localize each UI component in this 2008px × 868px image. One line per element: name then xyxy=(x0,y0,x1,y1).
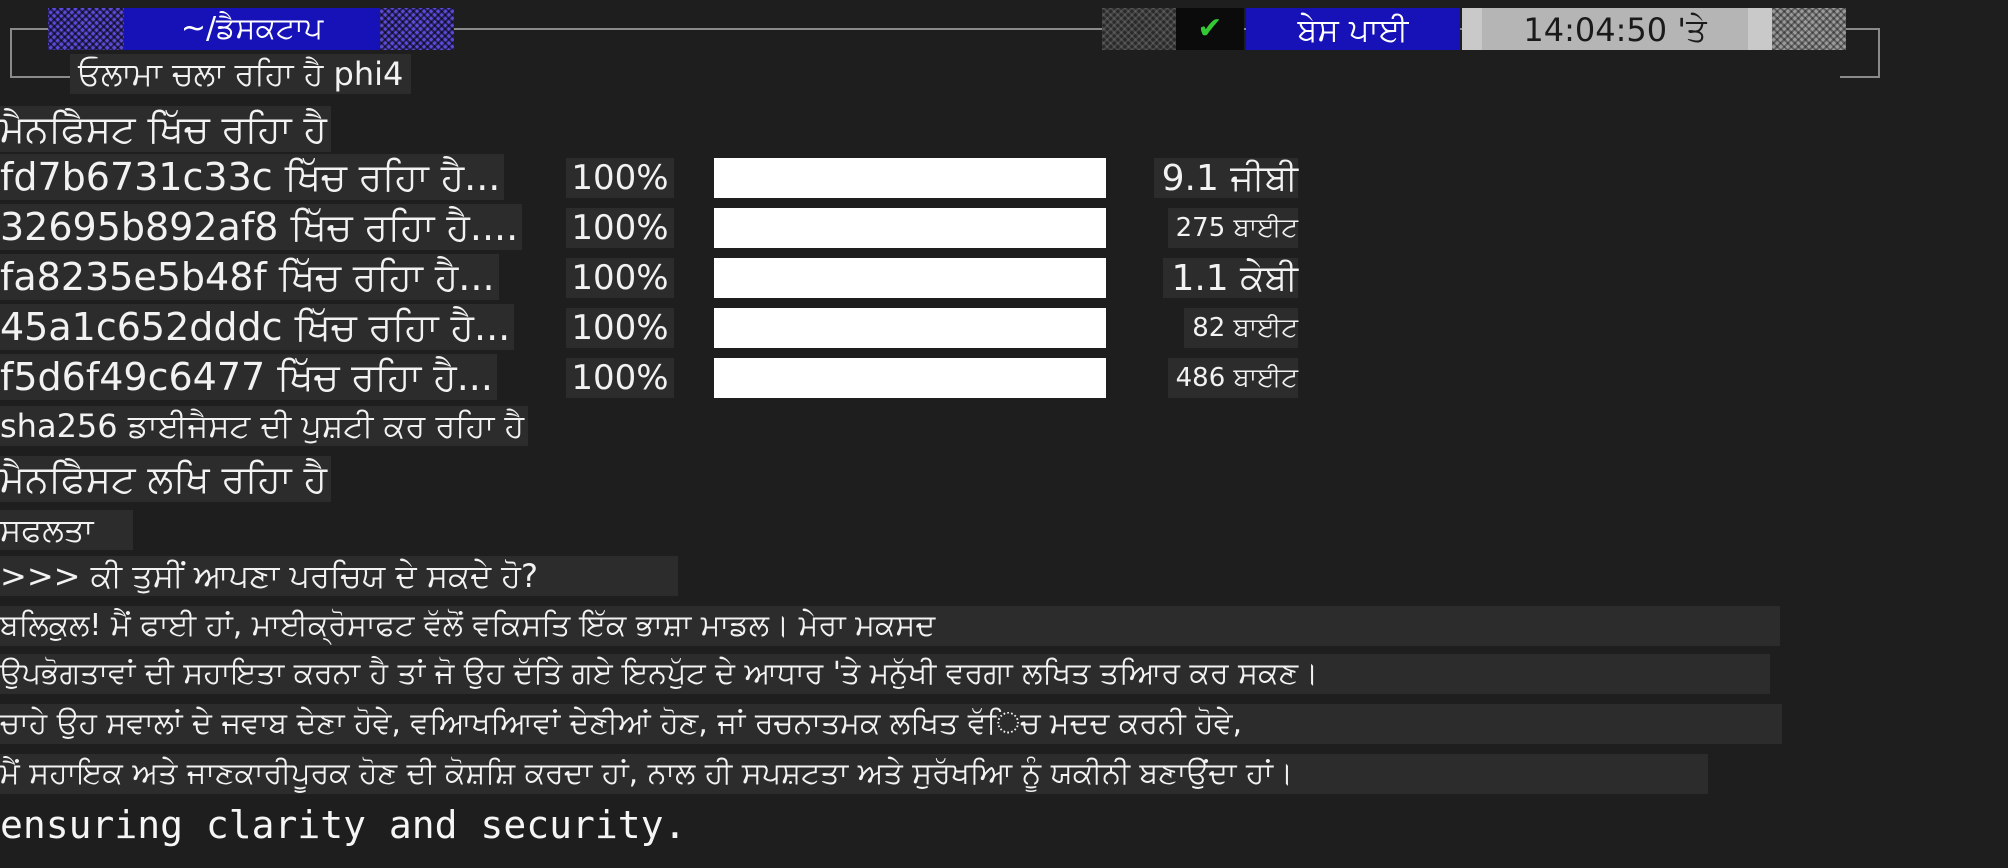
layer-percent: 100% xyxy=(566,308,674,348)
layer-progress-bar xyxy=(714,158,1106,198)
pulling-manifest-line: ਮੈਨਫਿੈਸਟ ਖਿੱਚ ਰਹਿਾ ਹੈ xyxy=(0,106,331,152)
layer-progress-bar xyxy=(714,258,1106,298)
english-tail-line: ensuring clarity and security. xyxy=(0,803,687,847)
layer-percent: 100% xyxy=(566,208,674,248)
layer-label: 32695b892af8 ਖਿੱਚ ਰਹਿਾ ਹੈ.... xyxy=(0,204,522,250)
user-prompt-line: >>> ਕੀ ਤੁਸੀਂ ਆਪਣਾ ਪਰਚਿਯ ਦੇ ਸਕਦੇ ਹੋ? xyxy=(0,556,678,596)
status-hatch xyxy=(1102,8,1176,50)
layer-percent: 100% xyxy=(566,358,674,398)
layer-size: 82 ਬਾਈਟ xyxy=(1184,308,1298,348)
writing-manifest-line: ਮੈਨਫਿੈਸਟ ਲਖਿ ਰਹਿਾ ਹੈ xyxy=(0,456,331,502)
layer-progress-bar xyxy=(714,208,1106,248)
prompt-path: ~/ਡੈਸਕਟਾਪ xyxy=(124,8,380,50)
command-line: ਓਲਾਮਾ ਚਲਾ ਰਹਿਾ ਹੈ phi4 xyxy=(70,54,411,94)
layer-size: 275 ਬਾਈਟ xyxy=(1168,208,1298,248)
success-check-icon: ✔ xyxy=(1176,8,1244,50)
layer-size: 486 ਬਾਈਟ xyxy=(1168,358,1298,398)
success-line: ਸਫਲਤਾ xyxy=(0,510,133,550)
response-line-1: ਬਲਿਕੁਲ! ਮੈਂ ਫਾਈ ਹਾਂ, ਮਾਈਕ੍ਰੋਸਾਫਟ ਵੱਲੋਂ ਵਕਿਸਤਿ ਇੱਕ ਭਾਸ਼ਾ ਮਾਡਲ। ਮੇਰਾ ਮਕਸਦ xyxy=(0,606,1780,646)
layer-label: f5d6f49c6477 ਖਿੱਚ ਰਹਿਾ ਹੈ... xyxy=(0,354,497,400)
layer-size: 9.1 ਜੀਬੀ xyxy=(1154,158,1298,198)
layer-percent: 100% xyxy=(566,158,674,198)
frame-left-bracket xyxy=(10,28,12,78)
layer-progress-bar xyxy=(714,358,1106,398)
layer-label: fd7b6731c33c ਖਿੱਚ ਰਹਿਾ ਹੈ... xyxy=(0,154,504,200)
layer-progress-bar xyxy=(714,308,1106,348)
path-hatch-right xyxy=(380,8,454,50)
frame-left-foot xyxy=(10,76,70,78)
path-hatch-left xyxy=(48,8,124,50)
frame-right-bracket xyxy=(1878,28,1880,78)
response-line-3: ਚਾਹੇ ਉਹ ਸਵਾਲਾਂ ਦੇ ਜਵਾਬ ਦੇਣਾ ਹੋਵੇ, ਵਆਿਖਆਿਵਾਂ ਦੇਣੀਆਂ ਹੋਣ, ਜਾਂ ਰਚਨਾਤਮਕ ਲਖਿਤ ਵੱਿਚ ਮਦਦ ਕਰਨੀ ਹੋਵੇ, xyxy=(0,704,1782,744)
layer-size: 1.1 ਕੇਬੀ xyxy=(1163,258,1298,298)
prompt-time: 14:04:50 'ਤੇ xyxy=(1482,8,1748,50)
layer-percent: 100% xyxy=(566,258,674,298)
layer-label: fa8235e5b48f ਖਿੱਚ ਰਹਿਾ ਹੈ... xyxy=(0,254,499,300)
verifying-digest-line: sha256 ਡਾਈਜੈਸਟ ਦੀ ਪੁਸ਼ਟੀ ਕਰ ਰਹਿਾ ਹੈ xyxy=(0,406,528,446)
prompt-shell-env: ਬੇਸ ਪਾਈ xyxy=(1246,8,1460,50)
response-line-4: ਮੈਂ ਸਹਾਇਕ ਅਤੇ ਜਾਣਕਾਰੀਪੂਰਕ ਹੋਣ ਦੀ ਕੋਸ਼ਸ਼ਿ ਕਰਦਾ ਹਾਂ, ਨਾਲ ਹੀ ਸਪਸ਼ਟਤਾ ਅਤੇ ਸੁਰੱਖਆਿ ਨੂੰ ਯਕੀਨੀ ਬਣਾਉਂਦਾ ਹਾਂ। xyxy=(0,754,1708,794)
layer-label: 45a1c652dddc ਖਿੱਚ ਰਹਿਾ ਹੈ... xyxy=(0,304,514,350)
time-hatch xyxy=(1772,8,1846,50)
frame-right-foot xyxy=(1840,76,1880,78)
prompt-time-segment xyxy=(1462,8,1772,50)
response-line-2: ਉਪਭੋਗਤਾਵਾਂ ਦੀ ਸਹਾਇਤਾ ਕਰਨਾ ਹੈ ਤਾਂ ਜੋ ਉਹ ਦੱਤਿੇ ਗਏ ਇਨਪੁੱਟ ਦੇ ਆਧਾਰ 'ਤੇ ਮਨੁੱਖੀ ਵਰਗਾ ਲਖਿਤ ਤਆਿਰ ਕਰ ਸਕਣ। xyxy=(0,654,1770,694)
